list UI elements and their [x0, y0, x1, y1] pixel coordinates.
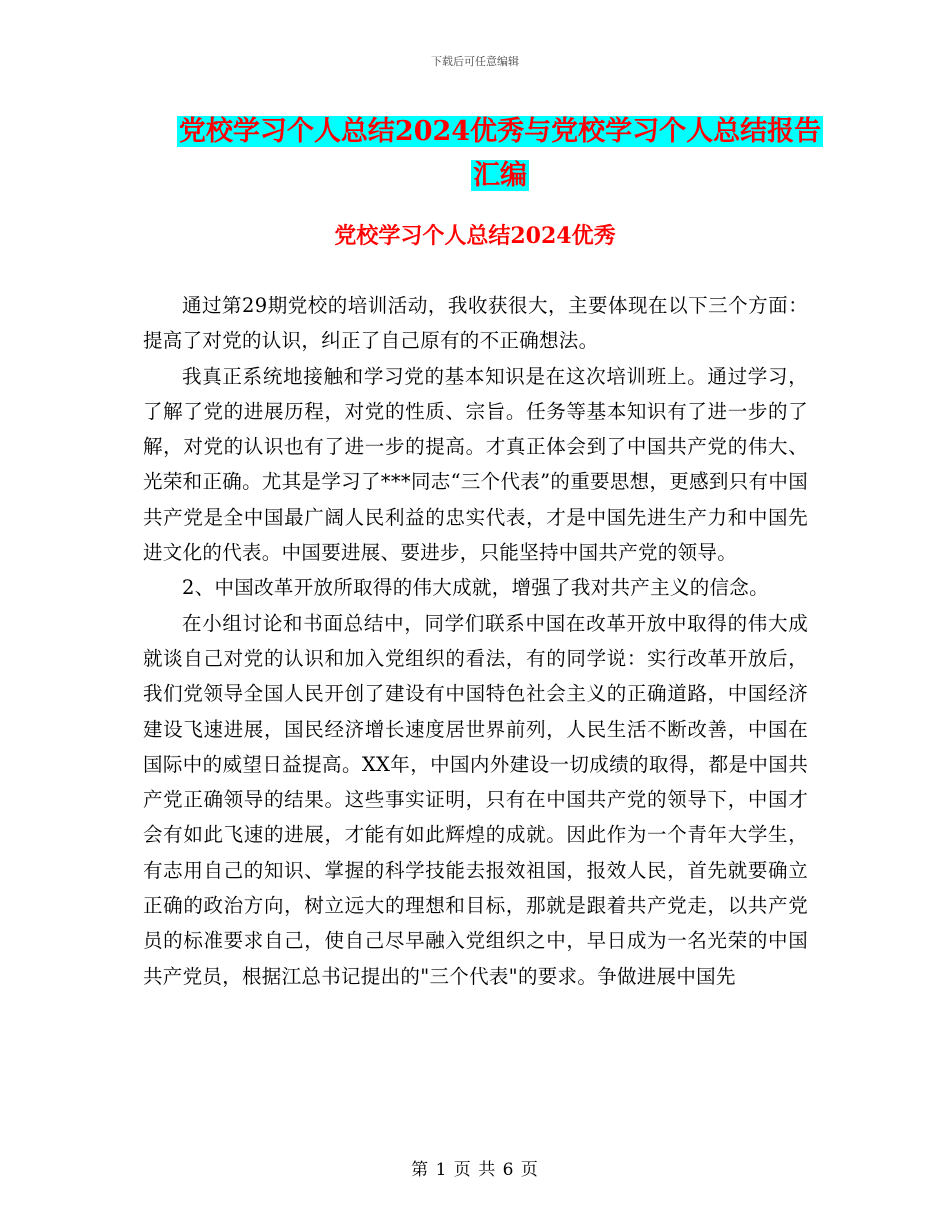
page-footer: 第 1 页 共 6 页 — [411, 1160, 539, 1180]
header-note: 下载后可任意编辑 — [431, 55, 519, 68]
paragraph-3: 2、中国改革开放所取得的伟大成就，增强了我对共产主义的信念。 — [182, 576, 769, 600]
document-title — [150, 110, 850, 198]
title-line-1: 党校学习个人总结2024优秀与党校学习个人总结报告 — [178, 116, 822, 147]
section-title: 党校学习个人总结2024优秀 — [334, 223, 616, 249]
body-text — [143, 288, 808, 994]
paragraph-2: 我真正系统地接触和学习党的基本知识是在这次培训班上。通过学习，了解了党的进展历程，对党的性质、宗旨。任务等基本知识有了进一步的了解，对党的认识也有了进一步的提高。才真正体会到了中国共产党的伟大、光荣和正确。尤其是学习了***同志“三个代表”的重要思想，更感到只有中国共产党是全中国最广阔人民利益的忠实代表，才是中国先进生产力和中国先进文化的代表。中国要进展、要进步，只能坚持中国共产党的领导。 — [143, 364, 808, 565]
title-line-2: 汇编 — [473, 160, 527, 191]
paragraph-1: 通过第29期党校的培训活动，我收获很大，主要体现在以下三个方面：提高了对党的认识，纠正了自己原有的不正确想法。 — [143, 294, 808, 353]
paragraph-4: 在小组讨论和书面总结中，同学们联系中国在改革开放中取得的伟大成就谈自己对党的认识和加入党组织的看法，有的同学说：实行改革开放后，我们党领导全国人民开创了建设有中国特色社会主义的正确道路，中国经济建设飞速进展，国民经济增长速度居世界前列，人民生活不断改善，中国在国际中的威望日益提高。XX年，中国内外建设一切成绩的取得，都是中国共产党正确领导的结果。这些事实证明，只有在中国共产党的领导下，中国才会有如此飞速的进展，才能有如此辉煌的成就。因此作为一个青年大学生，有志用自己的知识、掌握的科学技能去报效祖国，报效人民，首先就要确立正确的政治方向，树立远大的理想和目标，那就是跟着共产党走，以共产党员的标准要求自己，使自己尽早融入党组织之中，早日成为一名光荣的中国共产党员，根据江总书记提出的"三个代表"的要求。争做进展中国先 — [143, 611, 808, 988]
